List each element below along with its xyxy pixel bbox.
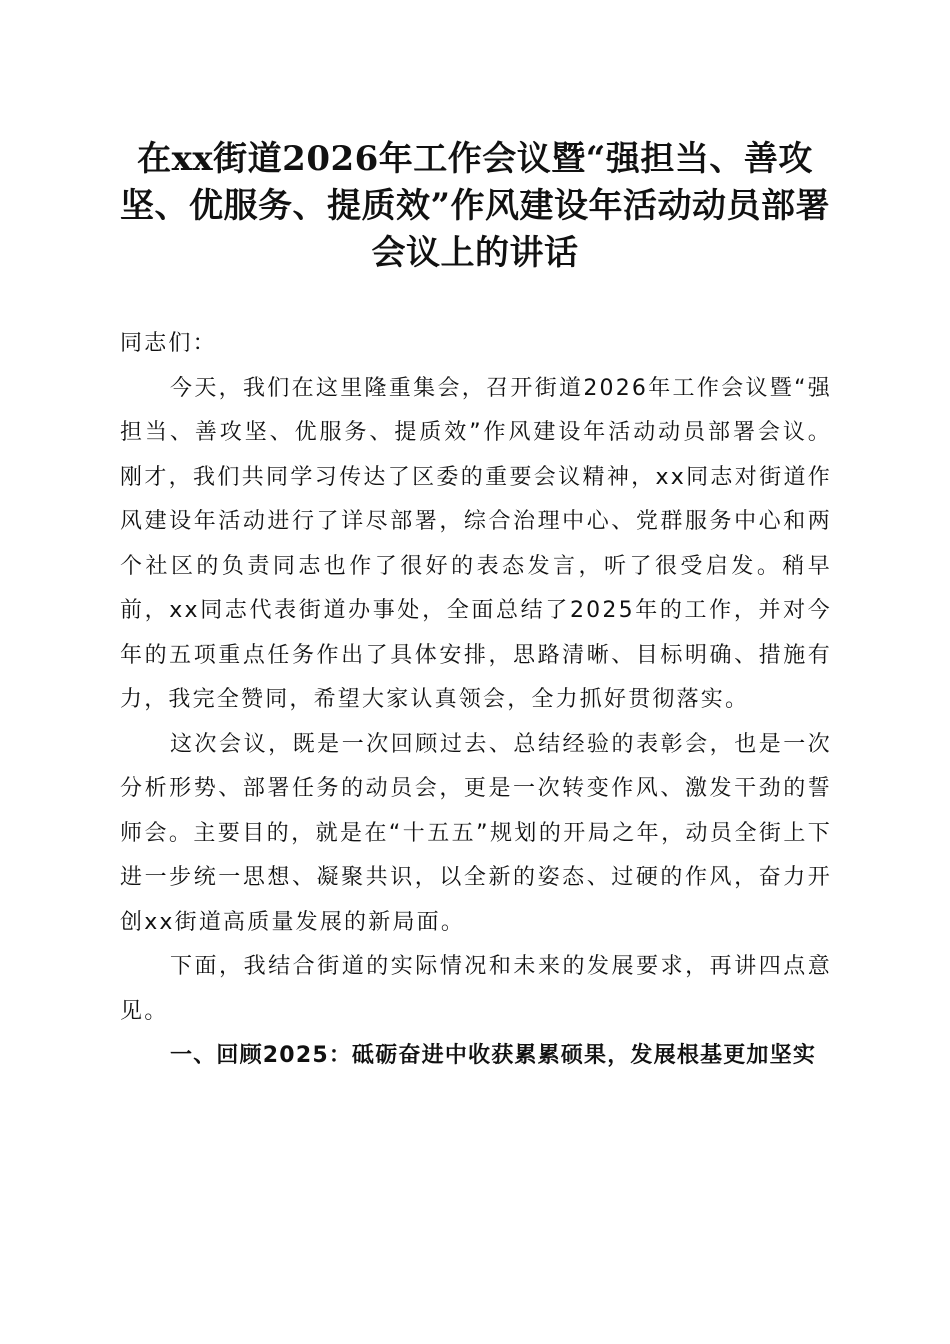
paragraph-purpose: 这次会议，既是一次回顾过去、总结经验的表彰会，也是一次分析形势、部署任务的动员会，更是一次转变作风、激发干劲的誓师会。主要目的，就是在“十五五”规划的开局之年，动员全街上下进一步统一思想、凝聚共识，以全新的姿态、过硬的作风，奋力开创xx街道高质量发展的新局面。 [120, 731, 832, 935]
document-body [120, 322, 832, 1079]
document-title: 在xx街道2026年工作会议暨“强担当、善攻坚、优服务、提质效”作风建设年活动动员部署会议上的讲话 [119, 139, 831, 273]
paragraph-opening: 今天，我们在这里隆重集会，召开街道2026年工作会议暨“强担当、善攻坚、优服务、提质效”作风建设年活动动员部署会议。刚才，我们共同学习传达了区委的重要会议精神，xx同志对街道作风建设年活动进行了详尽部署，综合治理中心、党群服务中心和两个社区的负责同志也作了很好的表态发言，听了很受启发。稍早前，xx同志代表街道办事处，全面总结了2025年的工作，并对今年的五项重点任务作出了具体安排，思路清晰、目标明确、措施有力，我完全赞同，希望大家认真领会，全力抓好贯彻落实。 [120, 375, 832, 712]
salutation: 同志们： [120, 331, 217, 356]
section-heading-1: 一、回顾2025：砥砺奋进中收获累累硕果，发展根基更加坚实 [170, 1043, 817, 1068]
paragraph-transition: 下面，我结合街道的实际情况和未来的发展要求，再讲四点意见。 [120, 954, 832, 1024]
